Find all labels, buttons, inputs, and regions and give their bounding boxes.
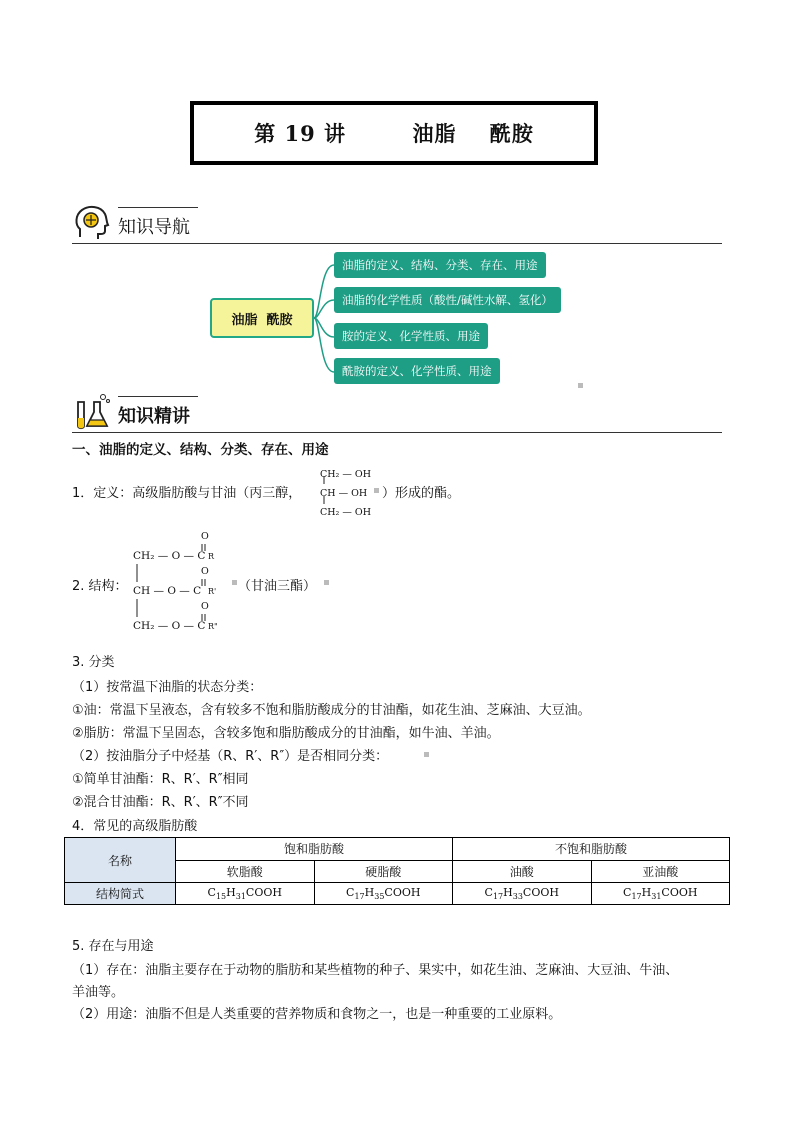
section-header-lecture <box>72 390 722 433</box>
definition-suffix: ）形成的酯。 <box>382 486 461 501</box>
section-label: 知识导航 <box>118 217 190 238</box>
section-label: 知识精讲 <box>118 406 190 427</box>
formula-h: H <box>226 885 236 899</box>
mindmap-branch-3: 胺的定义、化学性质、用途 <box>334 323 488 349</box>
definition-prefix: 1．定义：高级脂肪酸与甘油（丙三醇， <box>72 486 302 501</box>
mindmap-branch-4: 酰胺的定义、化学性质、用途 <box>334 358 500 384</box>
glycerol-bonds <box>321 476 327 512</box>
formula-c-count: 15 <box>215 892 227 902</box>
exist-line-1: （1）存在：油脂主要存在于动物的脂肪和某些植物的种子、果实中，如花生油、芝麻油、大豆油、牛油、 <box>72 963 679 978</box>
acid-name-linoleic: 亚油酸 <box>591 860 730 883</box>
fat-description: ②脂肪：常温下呈固态，含较多饱和脂肪酸成分的甘油酯，如牛油、羊油。 <box>72 726 500 741</box>
anchor-mark <box>232 580 237 585</box>
formula-c: C <box>346 885 355 899</box>
structure-note: （甘油三酯） <box>238 579 317 594</box>
formula-c: C <box>207 885 216 899</box>
title-gap-2 <box>457 121 490 146</box>
table-header-formula: 结构简式 <box>65 883 176 905</box>
ester-oxygen-1: O <box>201 531 209 542</box>
ester-r2: R' <box>208 587 217 596</box>
anchor-mark <box>424 752 429 757</box>
ester-r3: R" <box>208 622 218 631</box>
formula-h-count: 33 <box>512 892 523 902</box>
mindmap-root: 油脂 酰胺 <box>210 298 314 338</box>
glycerol-structure <box>320 465 371 522</box>
anchor-mark <box>324 580 329 585</box>
formula-h: H <box>364 885 375 899</box>
header-overline <box>118 207 198 208</box>
classify-by-state: （1）按常温下油脂的状态分类： <box>72 680 263 695</box>
formula-palmitic <box>176 883 315 905</box>
brain-head-icon <box>72 203 112 243</box>
glycerol-row-2: CH — OH <box>320 488 368 499</box>
simple-glyceride: ①简单甘油酯：R、R′、R″相同 <box>72 772 249 787</box>
formula-tail: COOH <box>522 885 559 899</box>
ester-row-1: CH₂ — O — C <box>133 550 206 562</box>
lecture-title <box>190 101 598 165</box>
formula-c: C <box>623 885 632 899</box>
title-topic-1: 油脂 <box>412 121 457 146</box>
mindmap-branch-1: 油脂的定义、结构、分类、存在、用途 <box>334 252 546 278</box>
acids-title: 4．常见的高级脂肪酸 <box>72 819 198 834</box>
formula-c-count: 17 <box>631 892 642 902</box>
anchor-mark <box>374 488 379 493</box>
section-1-heading: 一、油脂的定义、结构、分类、存在、用途 <box>72 442 329 458</box>
formula-stearic <box>314 883 453 905</box>
mindmap-branch-2: 油脂的化学性质（酸性/碱性水解、氢化） <box>334 287 561 313</box>
acid-name-stearic: 硬脂酸 <box>314 860 453 883</box>
formula-h-count: 31 <box>235 892 246 902</box>
title-gap <box>346 121 413 146</box>
ester-oxygen-3: O <box>201 601 209 612</box>
header-overline <box>118 396 198 397</box>
classify-by-group: （2）按油脂分子中烃基（R、R′、R″）是否相同分类： <box>72 749 389 764</box>
formula-tail: COOH <box>661 885 698 899</box>
fatty-acid-table <box>64 837 730 905</box>
exist-title: 5. 存在与用途 <box>72 939 154 954</box>
formula-oleic <box>453 883 592 905</box>
formula-tail: COOH <box>245 885 282 899</box>
formula-c: C <box>484 885 493 899</box>
oil-description: ①油：常温下呈液态，含有较多不饱和脂肪酸成分的甘油酯，如花生油、芝麻油、大豆油。 <box>72 703 591 718</box>
anchor-mark <box>578 383 583 388</box>
ester-row-2: CH — O — C <box>133 585 202 597</box>
ester-bonds <box>130 540 210 630</box>
formula-h-count: 35 <box>374 892 385 902</box>
formula-h-count: 31 <box>651 892 662 902</box>
structure-label: 2. 结构： <box>72 579 128 594</box>
section-header-navigation <box>72 201 722 244</box>
mixed-glyceride: ②混合甘油酯：R、R′、R″不同 <box>72 795 249 810</box>
lecture-number: 第 19 讲 <box>254 121 347 146</box>
table-header-unsaturated: 不饱和脂肪酸 <box>453 838 730 861</box>
formula-h: H <box>641 885 652 899</box>
table-header-name: 名称 <box>65 838 176 883</box>
ester-r1: R <box>208 552 215 561</box>
exist-line-2: 羊油等。 <box>72 985 125 1000</box>
table-header-saturated: 饱和脂肪酸 <box>176 838 453 861</box>
classify-title: 3. 分类 <box>72 655 115 670</box>
ester-oxygen-2: O <box>201 566 209 577</box>
acid-name-palmitic: 软脂酸 <box>176 860 315 883</box>
glycerol-row-3: CH₂ — OH <box>320 507 371 518</box>
formula-c-count: 17 <box>354 892 365 902</box>
usage-line: （2）用途：油脂不但是人类重要的营养物质和食物之一，也是一种重要的工业原料。 <box>72 1007 562 1022</box>
lab-flask-icon <box>72 392 112 432</box>
formula-h: H <box>503 885 513 899</box>
formula-c-count: 17 <box>492 892 504 902</box>
acid-name-oleic: 油酸 <box>453 860 592 883</box>
formula-linoleic <box>591 883 730 905</box>
formula-tail: COOH <box>384 885 421 899</box>
glycerol-row-1: CH₂ — OH <box>320 469 371 480</box>
ester-row-3: CH₂ — O — C <box>133 620 206 632</box>
title-topic-2: 酰胺 <box>489 121 534 146</box>
